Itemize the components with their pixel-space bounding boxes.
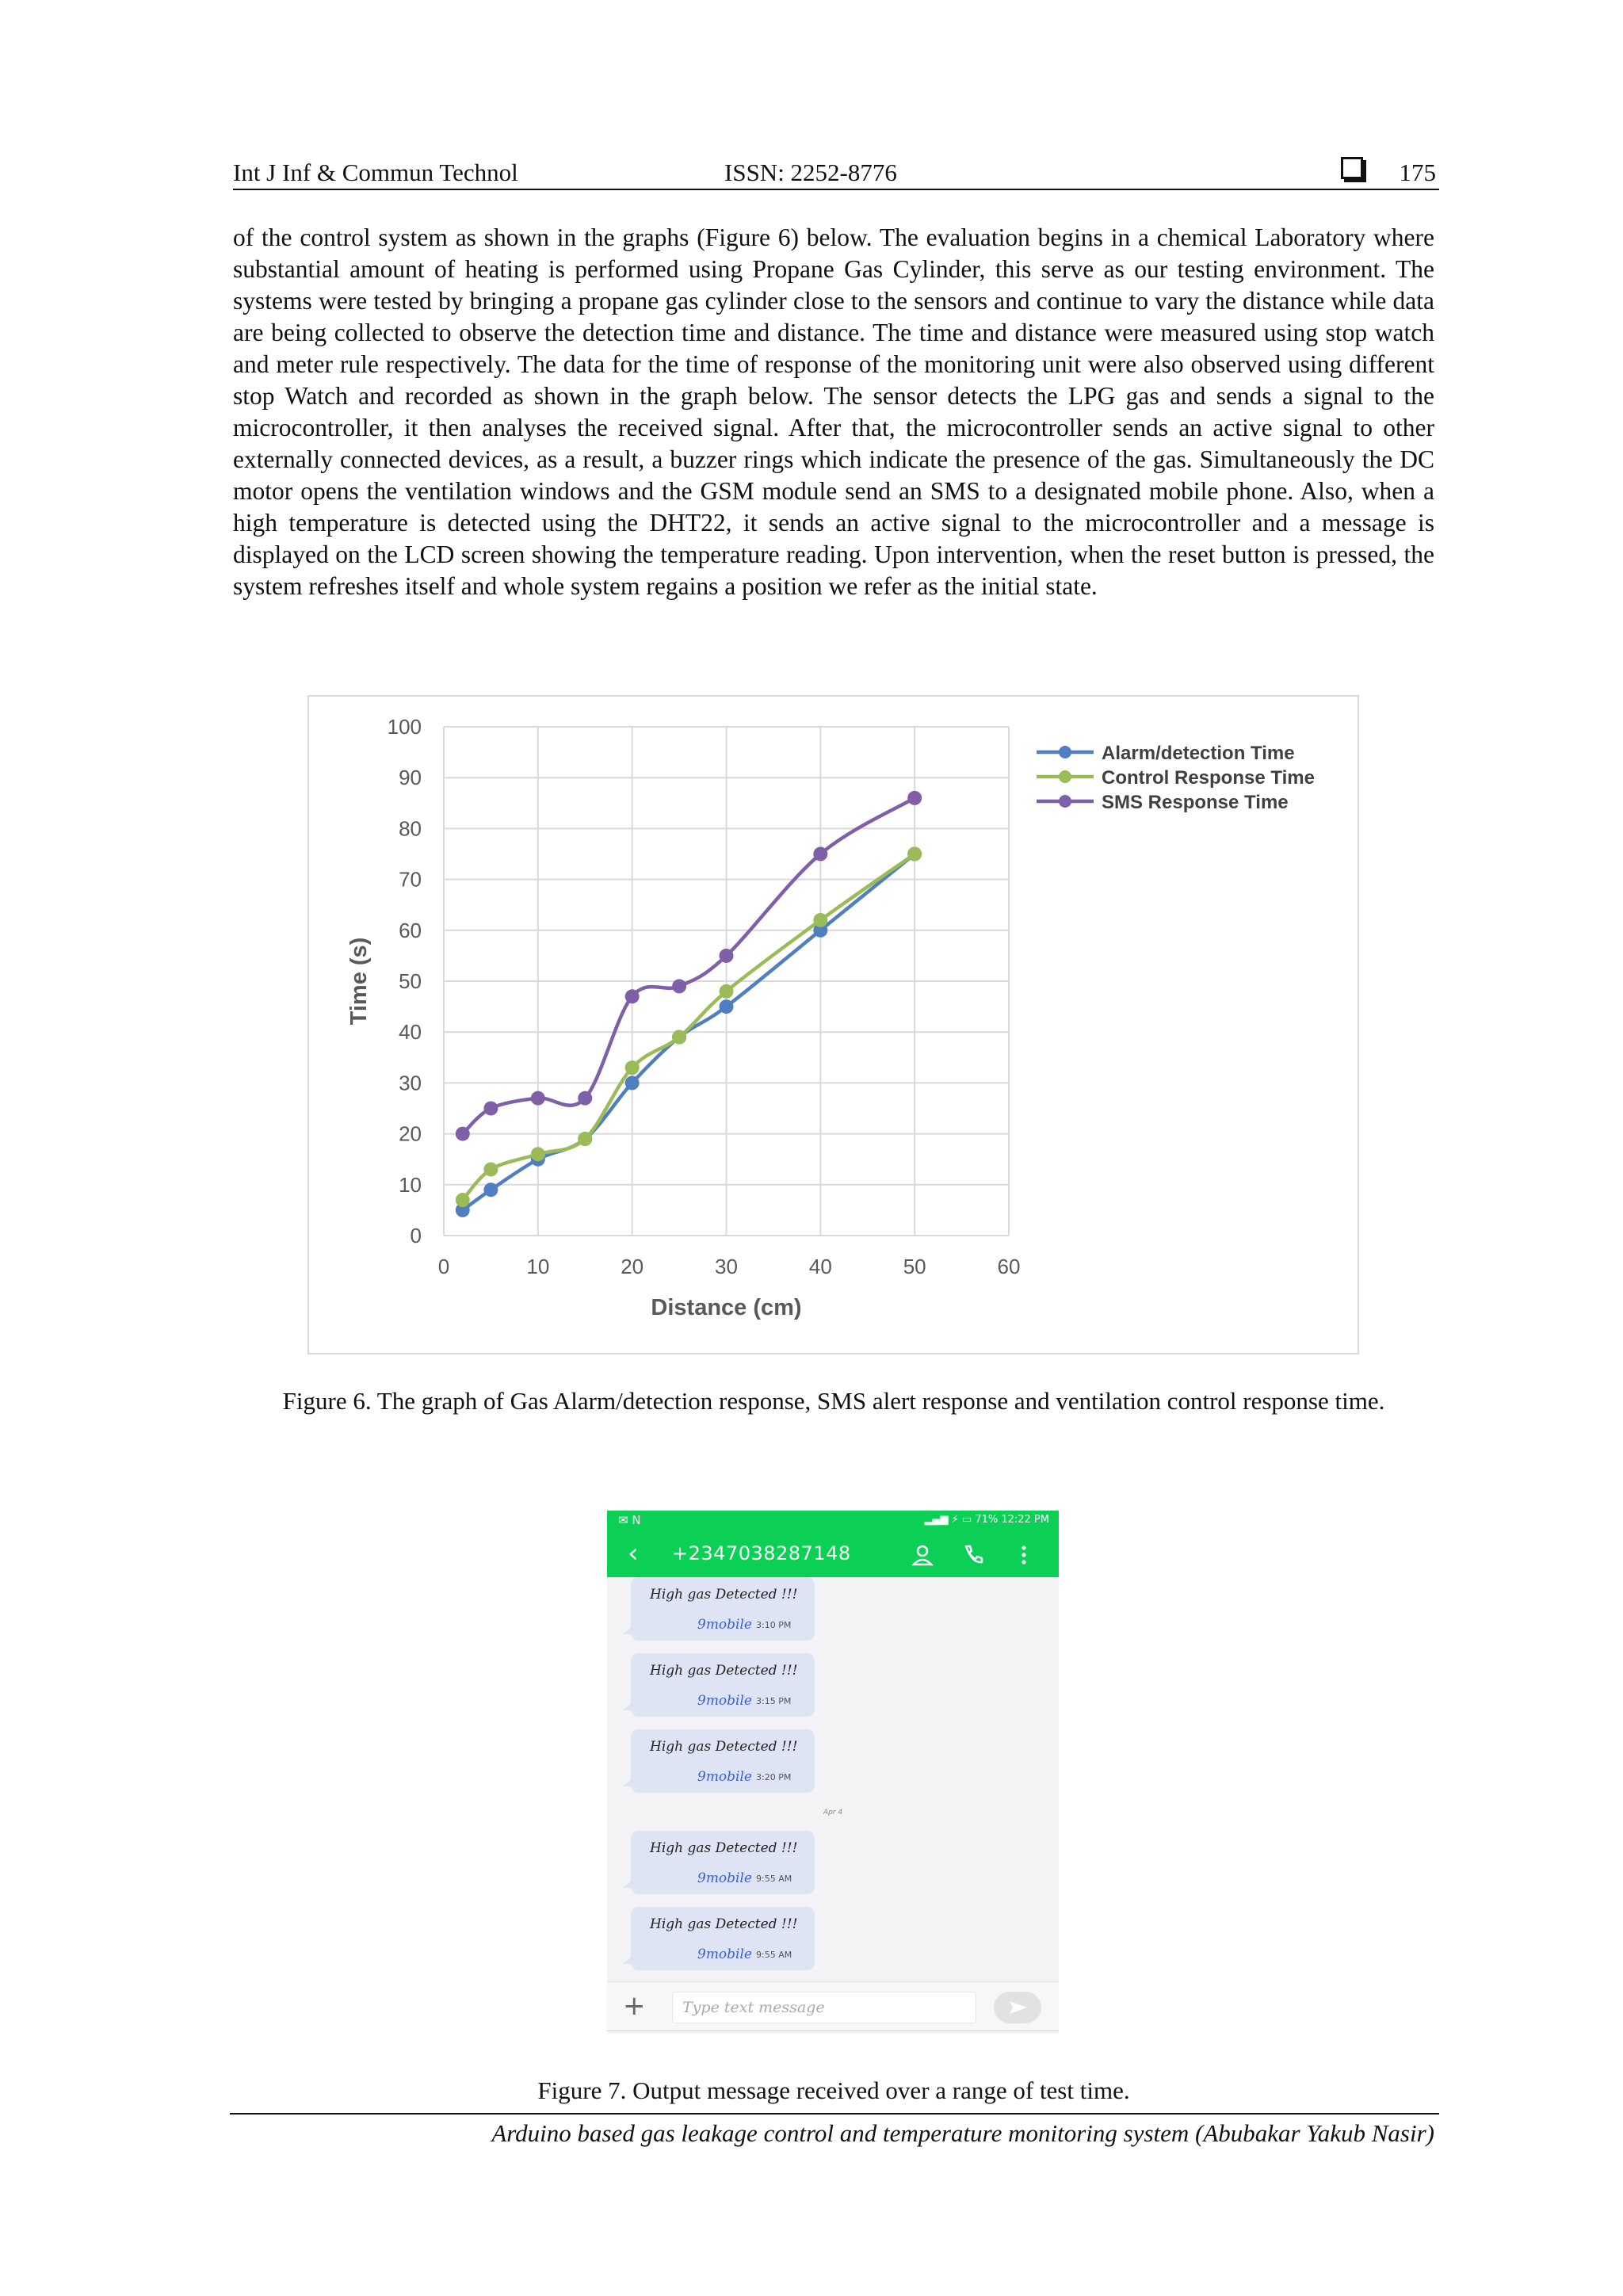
running-title: Arduino based gas leakage control and temperature monitoring system (Abubakar Yakub Nasir)	[491, 2119, 1434, 2147]
data-point	[531, 1147, 545, 1161]
series-line	[463, 854, 915, 1201]
data-point	[672, 1030, 686, 1045]
y-tick-label: 50	[399, 969, 422, 993]
sms-message-bubble[interactable]	[631, 1831, 815, 1894]
x-axis-label: Distance (cm)	[651, 1295, 802, 1320]
x-tick-label: 60	[997, 1255, 1021, 1278]
sms-message-bubble[interactable]	[631, 1653, 815, 1717]
x-tick-label: 0	[437, 1255, 450, 1278]
data-point	[813, 913, 827, 927]
data-point	[672, 979, 686, 993]
y-tick-label: 80	[399, 816, 422, 841]
contact-number: +2347038287148	[672, 1542, 851, 1564]
data-point	[531, 1091, 545, 1106]
date-separator: Apr 4	[823, 1809, 843, 1817]
legend-label: Alarm/detection Time	[1102, 743, 1295, 764]
back-arrow-icon[interactable]: ‹	[628, 1538, 639, 1569]
sms-message-bubble[interactable]	[631, 1729, 815, 1793]
bubble-tail	[623, 1956, 632, 1964]
journal-name: Int J Inf & Commun Technol	[233, 159, 518, 186]
data-point	[907, 847, 922, 861]
legend-marker	[1059, 746, 1071, 758]
legend-label: Control Response Time	[1102, 767, 1315, 789]
message-time: 9:55 AM	[756, 1874, 792, 1884]
legend-label: SMS Response Time	[1102, 792, 1289, 813]
bubble-tail	[623, 1880, 632, 1888]
sms-message-bubble[interactable]	[631, 1577, 815, 1641]
y-axis-label: Time (s)	[346, 937, 372, 1026]
bubble-tail	[623, 1702, 632, 1710]
data-point	[483, 1182, 498, 1197]
contact-person-icon[interactable]	[910, 1542, 935, 1568]
message-time: 3:20 PM	[756, 1772, 792, 1782]
app-bar	[607, 1531, 1059, 1577]
mail-icon: ✉	[618, 1513, 628, 1527]
footer-rule	[230, 2113, 1439, 2115]
network-name: 9mobile	[697, 1693, 752, 1709]
data-point	[720, 949, 734, 963]
y-tick-label: 10	[399, 1172, 422, 1197]
data-point	[578, 1091, 592, 1106]
data-point	[907, 791, 922, 805]
issn: ISSN: 2252-8776	[724, 159, 897, 186]
message-time: 9:55 AM	[756, 1950, 792, 1960]
legend-marker	[1059, 770, 1071, 783]
status-bar	[607, 1511, 1059, 1531]
figure-6-chart	[307, 695, 1359, 1354]
bubble-tail	[623, 1778, 632, 1786]
message-text: High gas Detected !!!	[650, 1840, 798, 1856]
figure-7-phone-screenshot	[607, 1511, 1059, 2034]
page-number: 175	[1399, 159, 1436, 186]
compose-message-input[interactable]: Type text message	[672, 1992, 976, 2023]
bubble-tail	[623, 1626, 632, 1634]
message-time: 3:15 PM	[756, 1696, 792, 1706]
status-right	[925, 1514, 1050, 1526]
page-header	[233, 155, 1439, 190]
attach-plus-icon[interactable]: +	[623, 1990, 646, 2022]
x-tick-label: 20	[621, 1255, 644, 1278]
data-point	[483, 1163, 498, 1177]
data-point	[625, 1060, 640, 1075]
x-tick-label: 50	[903, 1255, 926, 1278]
message-text: High gas Detected !!!	[650, 1587, 798, 1603]
data-point	[483, 1102, 498, 1116]
message-time: 3:10 PM	[756, 1620, 792, 1630]
data-point	[456, 1193, 470, 1207]
send-button[interactable]	[994, 1992, 1041, 2023]
body-paragraph: of the control system as shown in the graphs (Figure 6) below. The evaluation begins in a chemical Laboratory where substantial amount of heating is performed using Propane Gas Cylinder, this serve as our testing environment. The systems were tested by bringing a propane gas cylinder close to the sensors and continue to vary the distance while data are being collected to observe the detection time and distance. The time and distance were measured using stop watch and meter rule respectively. The data for the time of response of the monitoring unit were also observed using different stop Watch and recorded as shown in the graph below. The sensor detects the LPG gas and sends a signal to the microcontroller, it then analyses the received signal. After that, the microcontroller sends an active signal to other externally connected devices, as a result, a buzzer rings which indicate the presence of the gas. Simultaneously the DC motor opens the ventilation windows and the GSM module send an SMS to a designated mobile phone. Also, when a high temperature is detected using the DHT22, it sends an active signal to the microcontroller and a message is displayed on the LCD screen showing the temperature reading. Upon intervention, when the reset button is pressed, the system refreshes itself and whole system regains a position we refer as the initial state.	[233, 223, 1434, 600]
battery-time: 71% 12:22 PM	[975, 1514, 1049, 1526]
status-letter: N	[632, 1513, 641, 1527]
send-arrow-icon	[994, 1992, 1041, 2023]
signal-icon: ▂▄▆ ⚡ ▭	[924, 1514, 972, 1526]
data-point	[720, 984, 734, 999]
more-options-icon[interactable]	[1011, 1542, 1037, 1568]
x-tick-label: 40	[808, 1255, 832, 1278]
figure-7-caption: Figure 7. Output message received over a range of test time.	[537, 2076, 1130, 2104]
data-point	[578, 1132, 592, 1146]
compose-bar	[607, 1981, 1059, 2034]
message-text: High gas Detected !!!	[650, 1663, 798, 1679]
y-tick-label: 100	[387, 715, 422, 739]
data-point	[625, 989, 640, 1003]
network-name: 9mobile	[697, 1769, 752, 1785]
data-point	[813, 847, 827, 861]
y-tick-label: 30	[399, 1071, 422, 1095]
y-tick-label: 60	[399, 918, 422, 942]
compose-underline	[607, 2030, 1059, 2031]
x-tick-label: 10	[526, 1255, 550, 1278]
header-rule	[233, 189, 1439, 190]
legend-marker	[1059, 795, 1071, 808]
line-chart	[309, 697, 1358, 1353]
y-tick-label: 0	[410, 1224, 422, 1247]
data-point	[456, 1127, 470, 1141]
network-name: 9mobile	[697, 1946, 752, 1962]
phone-call-icon[interactable]	[960, 1542, 986, 1568]
sms-message-bubble[interactable]	[631, 1907, 815, 1970]
y-tick-label: 20	[399, 1121, 422, 1146]
y-tick-label: 90	[399, 766, 422, 790]
network-name: 9mobile	[697, 1870, 752, 1886]
y-tick-label: 70	[399, 867, 422, 892]
figure-6-caption: Figure 6. The graph of Gas Alarm/detection response, SMS alert response and ventilation control response time.	[282, 1387, 1385, 1415]
network-name: 9mobile	[697, 1617, 752, 1633]
square-bullet-icon	[1341, 157, 1363, 179]
status-left	[618, 1513, 641, 1527]
message-text: High gas Detected !!!	[650, 1739, 798, 1755]
data-point	[625, 1075, 640, 1090]
x-tick-label: 30	[715, 1255, 738, 1278]
y-tick-label: 40	[399, 1020, 422, 1045]
data-point	[720, 999, 734, 1014]
message-text: High gas Detected !!!	[650, 1916, 798, 1932]
